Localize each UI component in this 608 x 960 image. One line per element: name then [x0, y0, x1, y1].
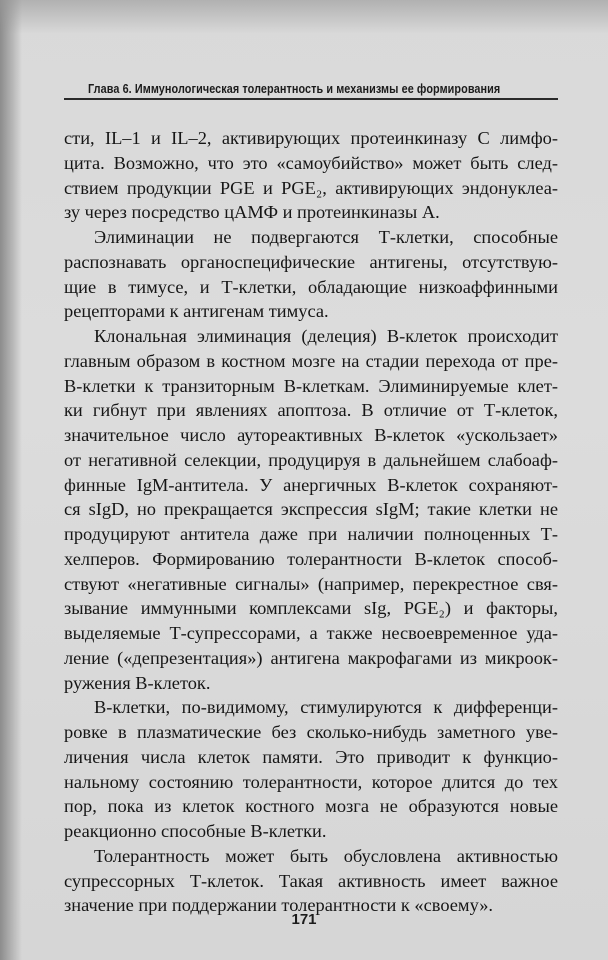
- paragraph-5: [64, 844, 558, 918]
- text-line: реакционно способные В-клетки.: [64, 821, 327, 841]
- text-line: ся sIgD, но прекращается экспрессия sIgM; такие клетки не: [64, 499, 558, 520]
- text-line: зу через посредство цАМФ и протеинкиназы А.: [64, 202, 440, 223]
- text-line: ствием продукции PGE и PGE₂, активирующих эндонуклеа-: [64, 177, 558, 198]
- page-number: 171: [291, 911, 317, 928]
- text-line: рецепторами к антигенам тимуса.: [64, 301, 329, 322]
- text-line: нальному состоянию толерантности, которое длится до тех: [64, 771, 558, 792]
- text-line: В-клетки к транзиторным В-клеткам. Элиминируемые клет-: [64, 375, 558, 396]
- paragraph-1: [64, 126, 558, 225]
- running-head: Глава 6. Иммунологическая толерантность и механизмы ее формирования: [88, 82, 501, 96]
- text-line: ление («депрезентация») антигена макрофагами из микроок-: [64, 647, 558, 668]
- text-line: главным образом в костном мозге на стадии перехода от пре-: [64, 350, 558, 371]
- text-line: Клональная элиминация (делеция) В-клеток происходит: [94, 326, 558, 346]
- text-line: ки гибнут при явлениях апоптоза. В отличие от Т-клеток,: [64, 400, 558, 421]
- paragraph-4: [64, 695, 558, 844]
- header-rule: [64, 98, 558, 100]
- text-line: ружения В-клеток.: [64, 672, 211, 693]
- text-line: сти, IL–1 и IL–2, активирующих протеинкиназу С лимфо-: [64, 128, 558, 148]
- text-line: цита. Возможно, что это «самоубийство» может быть след-: [64, 152, 558, 173]
- text-line: супрессорных Т-клеток. Такая активность имеет важное: [64, 870, 558, 891]
- paragraph-3: [64, 324, 558, 695]
- text-line: Элиминации не подвергаются Т-клетки, способные: [94, 227, 558, 247]
- paragraph-2: [64, 225, 558, 324]
- text-line: щие в тимусе, и Т-клетки, обладающие низкоаффинными: [64, 276, 558, 297]
- text-line: выделяемые Т-супрессорами, а также несвоевременное уда-: [64, 623, 558, 643]
- text-line: зывание иммунными комплексами sIg, PGE₂) и факторы,: [64, 598, 558, 619]
- text-line: значительное число аутореактивных В-клеток «ускользает»: [64, 425, 558, 445]
- text-line: значение при поддержании толерантности к «своему».: [64, 895, 494, 916]
- text-line: продуцируют антитела даже при наличии полноценных Т-: [64, 524, 558, 544]
- text-line: Толерантность может быть обусловлена активностью: [94, 845, 558, 866]
- text-line: В-клетки, по-видимому, стимулируются к дифференци-: [94, 697, 558, 718]
- text-line: ствуют «негативные сигналы» (например, перекрестное свя-: [64, 573, 558, 594]
- text-line: финные IgM-антитела. У анергичных В-клеток сохраняют-: [64, 474, 558, 495]
- text-line: личения числа клеток памяти. Это приводит к функцио-: [64, 746, 558, 767]
- text-line: ровке в плазматические без сколько-нибудь заметного уве-: [64, 722, 558, 742]
- text-line: хелперов. Формированию толерантности В-клеток способ-: [64, 548, 558, 569]
- text-line: пор, пока из клеток костного мозга не образуются новые: [64, 796, 558, 817]
- text-line: от негативной селекции, продуцируя в дальнейшем слабоаф-: [64, 449, 558, 470]
- text-line: распознавать органоспецифические антигены, отсутствую-: [64, 251, 558, 272]
- body-text: [64, 126, 558, 918]
